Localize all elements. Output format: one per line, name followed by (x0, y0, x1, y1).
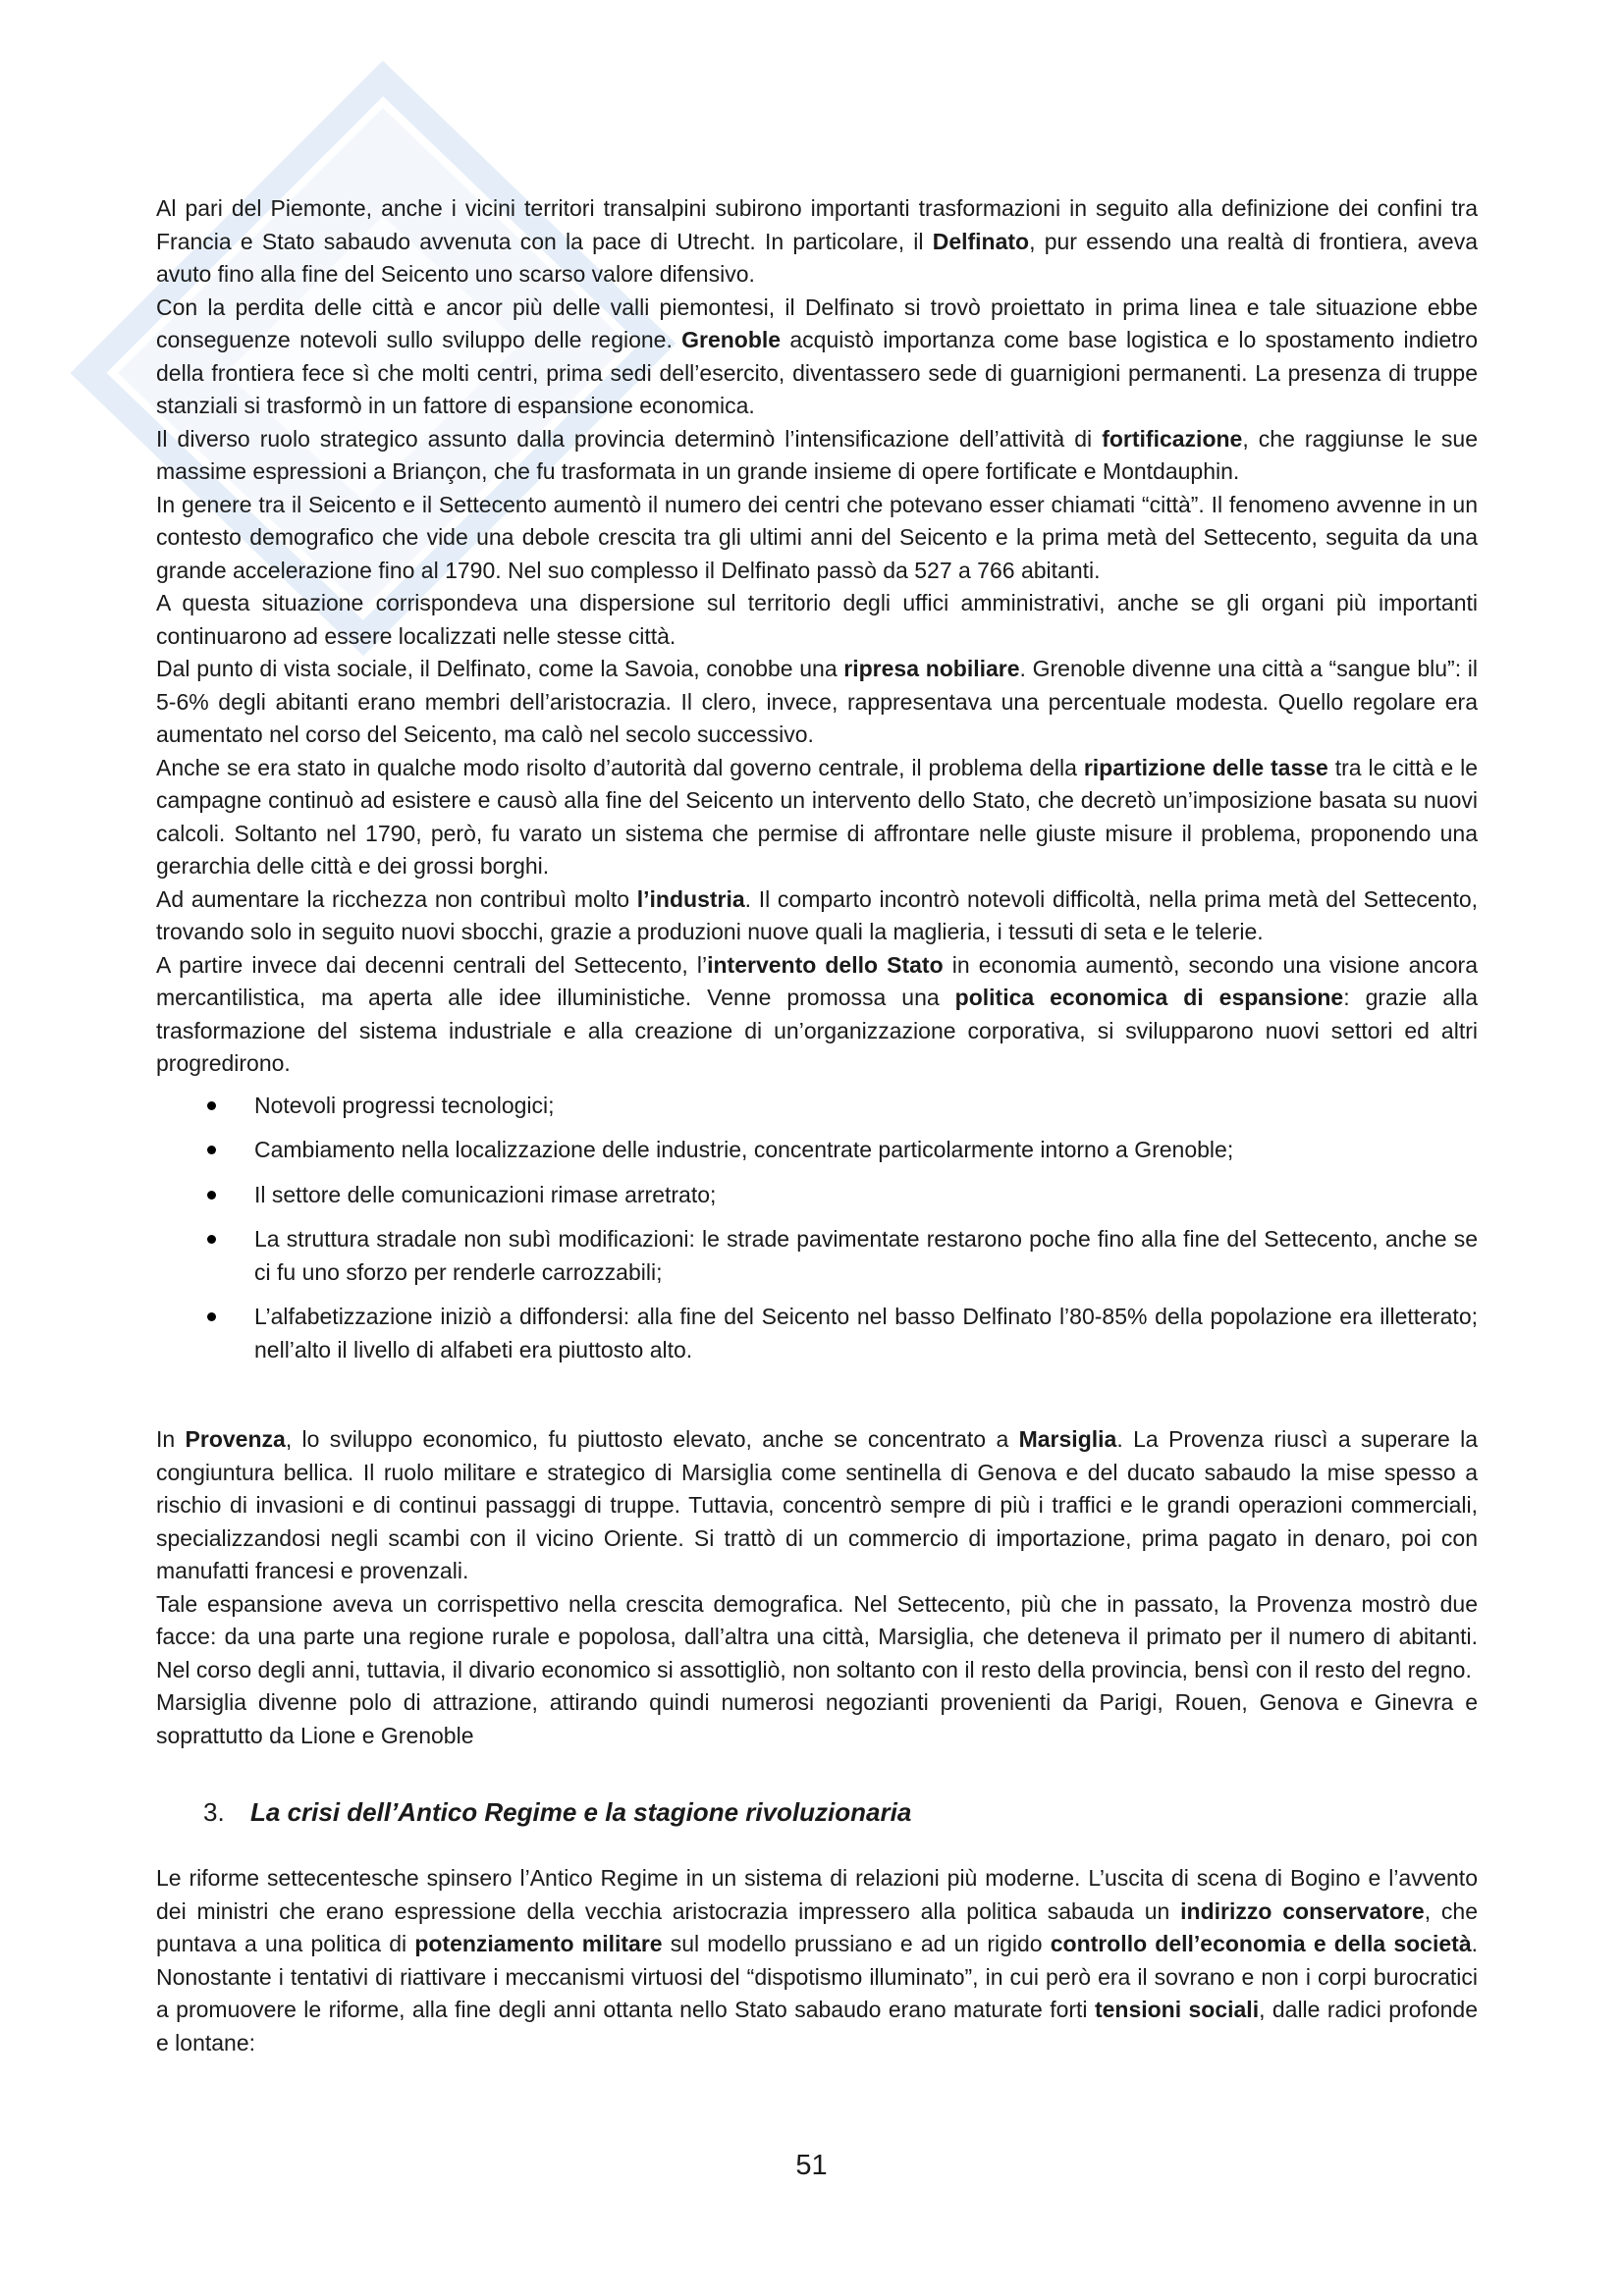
bullet-icon (207, 1312, 216, 1321)
list-item (156, 1090, 1478, 1123)
bold-term: Provenza (185, 1426, 286, 1452)
paragraph: In genere tra il Seicento e il Settecento aumentò il numero dei centri che potevano esser chiamati “città”. Il fenomeno avvenne in un contesto demografico che vide una debole crescita tra gli ultimi anni del Seicento e la prima metà del Settecento, seguita da una grande accelerazione fino al 1790. Nel suo complesso il Delfinato passò da 527 a 766 abitanti. (156, 491, 1478, 583)
document-body (156, 192, 1478, 2059)
list-item (156, 1134, 1478, 1167)
list-item-text: Cambiamento nella localizzazione delle industrie, concentrate particolarmente intorno a Grenoble; (254, 1137, 1234, 1162)
list-item-text: Notevoli progressi tecnologici; (254, 1092, 555, 1118)
bold-term: Marsiglia (1018, 1426, 1117, 1452)
section-delfinato (156, 192, 1478, 1081)
heading-title: La crisi dell’Antico Regime e la stagione rivoluzionaria (250, 1797, 912, 1827)
paragraph: Marsiglia divenne polo di attrazione, attirando quindi numerosi negozianti provenienti da Parigi, Rouen, Genova e Ginevra e soprattutto da Lione e Grenoble (156, 1689, 1478, 1748)
bold-term: Delfinato (932, 228, 1030, 254)
bold-term: intervento dello Stato (707, 951, 944, 978)
paragraph: Tale espansione aveva un corrispettivo nella crescita demografica. Nel Settecento, più che in passato, la Provenza mostrò due facce: da una parte una regione rurale e popolosa, dall’altra una città, Marsiglia, che deteneva il primato per il numero di abitanti. Nel corso degli anni, tuttavia, il divario economico si assottigliò, non soltanto con il resto della provincia, bensì con il resto del regno. (156, 1590, 1478, 1682)
list-item (156, 1179, 1478, 1212)
bold-term: l’industria (636, 885, 745, 912)
bold-term: ripartizione delle tasse (1083, 754, 1328, 780)
paragraph: Le riforme settecentesche spinsero l’Antico Regime in un sistema di relazioni più moderne. L’uscita di scena di Bogino e l’avvento dei ministri che erano espressione della vecchia aristocrazia impressero alla politica sabauda un indirizzo conservatore, che puntava a una politica di potenziamento militare sul modello prussiano e ad un rigido controllo dell’economia e della società. Nonostante i tentativi di riattivare i meccanismi virtuosi del “dispotismo illuminato”, in cui però era il sovrano e non i corpi burocratici a promuovere le riforme, alla fine degli anni ottanta nello Stato sabaudo erano maturate forti tensioni sociali, dalle radici profonde e lontane: (156, 1865, 1478, 2056)
paragraph: A partire invece dai decenni centrali del Settecento, l’intervento dello Stato in economia aumentò, secondo una visione ancora mercantilistica, ma aperta alle idee illuministiche. Venne promossa una politica economica di espansione: grazie alla trasformazione del sistema industriale e alla creazione di un’organizzazione corporativa, si svilupparono nuovi settori ed altri progredirono. (156, 951, 1479, 1076)
bullet-icon (207, 1235, 216, 1244)
paragraph: Con la perdita delle città e ancor più delle valli piemontesi, il Delfinato si trovò proiettato in prima linea e tale situazione ebbe conseguenze notevoli sullo sviluppo delle regione. Grenoble acquistò importanza come base logistica e lo spostamento indietro della frontiera fece sì che molti centri, prima sedi dell’esercito, diventassero sede di guarnigioni permanenti. La presenza di truppe stanziali si trasformò in un fattore di espansione economica. (156, 294, 1478, 418)
bullet-icon (207, 1191, 216, 1200)
paragraph: Il diverso ruolo strategico assunto dalla provincia determinò l’intensificazione dell’attività di fortificazione, che raggiunse le sue massime espressioni a Briançon, che fu trasformata in un grande insieme di opere fortificate e Montdauphin. (156, 425, 1478, 484)
list-item-text: La struttura stradale non subì modificazioni: le strade pavimentate restarono poche fino alla fine del Settecento, anche se ci fu uno sforzo per renderle carrozzabili; (254, 1226, 1478, 1285)
bold-term: politica economica di espansione (954, 985, 1344, 1010)
bold-term: controllo dell’economia e della società (1050, 1931, 1472, 1956)
paragraph: Anche se era stato in qualche modo risolto d’autorità dal governo centrale, il problema della ripartizione delle tasse tra le città e le campagne continuò ad esistere e causò alla fine del Seicento un intervento dello Stato, che decretò un’imposizione basata su nuovi calcoli. Soltanto nel 1790, però, fu varato un sistema che permise di affrontare nelle giuste misure il problema, proponendo una gerarchia delle città e dei grossi borghi. (156, 754, 1478, 879)
bold-term: indirizzo conservatore (1180, 1897, 1425, 1924)
paragraph: Dal punto di vista sociale, il Delfinato, come la Savoia, conobbe una ripresa nobiliare. Grenoble divenne una città a “sangue blu”: il 5-6% degli abitanti erano membri dell’aristocrazia. Il clero, invece, rappresentava una percentuale modesta. Quello regolare era aumentato nel corso del Seicento, ma calò nel secolo successivo. (156, 656, 1478, 747)
list-item (156, 1223, 1478, 1289)
paragraph: In Provenza, lo sviluppo economico, fu piuttosto elevato, anche se concentrato a Marsiglia. La Provenza riuscì a superare la congiuntura bellica. Il ruolo militare e strategico di Marsiglia come sentinella di Genova e del ducato sabaudo la mise spesso a rischio di invasioni e di continui passaggi di truppe. Tuttavia, concentrò sempre di più i traffici e le grandi operazioni commerciali, specializzandosi negli scambi con il vicino Oriente. Si trattò di un commercio di importazione, prima pagato in denaro, poi con manufatti francesi e provenzali. (156, 1426, 1478, 1583)
paragraph: Al pari del Piemonte, anche i vicini territori transalpini subirono importanti trasformazioni in seguito alla definizione dei confini tra Francia e Stato sabaudo avvenuta con la pace di Utrecht. In particolare, il Delfinato, pur essendo una realtà di frontiera, aveva avuto fino alla fine del Seicento uno scarso valore difensivo. (156, 195, 1478, 287)
bold-term: fortificazione (1102, 425, 1243, 452)
paragraph: Ad aumentare la ricchezza non contribuì molto l’industria. Il comparto incontrò notevoli difficoltà, nella prima metà del Settecento, trovando solo in seguito nuovi sbocchi, grazie a produzioni nuove quali la maglieria, i tessuti di seta e le telerie. (156, 885, 1479, 944)
bullet-icon (207, 1146, 216, 1154)
bold-term: tensioni sociali (1094, 1997, 1260, 2022)
list-item (156, 1301, 1478, 1366)
bullet-list (156, 1090, 1478, 1367)
paragraph: A questa situazione corrispondeva una dispersione sul territorio degli uffici amministrativi, anche se gli organi più importanti continuarono ad essere localizzati nelle stesse città. (156, 590, 1478, 649)
bold-term: ripresa nobiliare (843, 656, 1020, 681)
list-item-text: Il settore delle comunicazioni rimase arretrato; (254, 1181, 717, 1207)
section-heading (156, 1795, 1478, 1829)
section-provenza (156, 1423, 1478, 1752)
bold-term: potenziamento militare (414, 1931, 663, 1956)
page-number: 51 (795, 2150, 828, 2181)
heading-number: 3. (203, 1797, 225, 1827)
list-item-text: L’alfabetizzazione iniziò a diffondersi: alla fine del Seicento nel basso Delfinato l’80-85% della popolazione era illetterato; nell’alto il livello di alfabeti era piuttosto alto. (254, 1304, 1478, 1362)
bold-term: Grenoble (681, 327, 782, 352)
section-crisi (156, 1862, 1478, 2059)
bullet-icon (207, 1101, 216, 1110)
